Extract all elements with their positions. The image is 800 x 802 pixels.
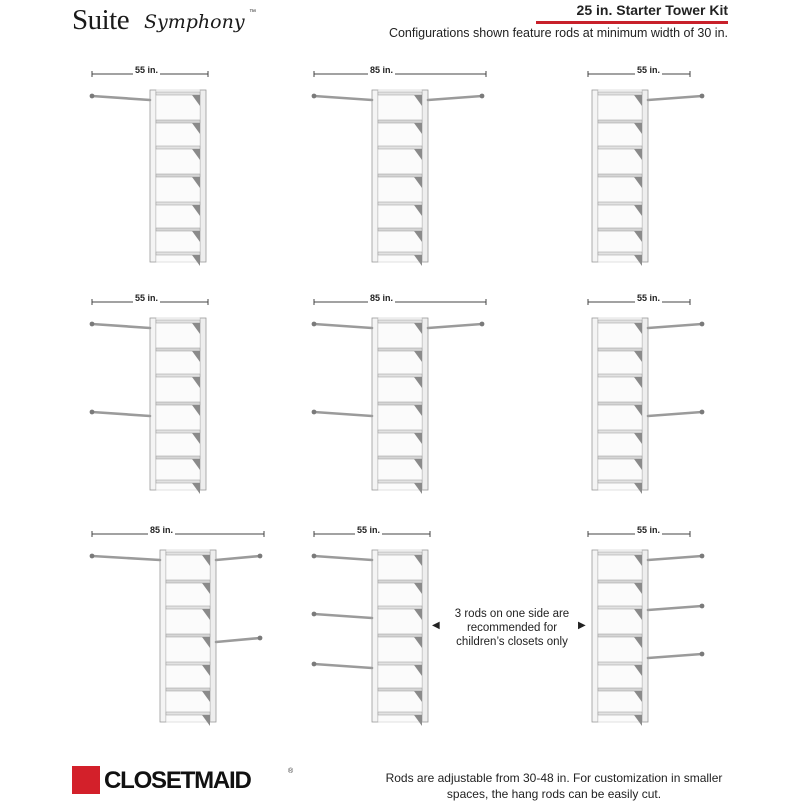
shelf — [598, 688, 642, 691]
shelf — [598, 430, 642, 433]
shelf — [378, 480, 422, 483]
hanging-rod — [648, 654, 702, 658]
tower-diagram — [88, 528, 268, 728]
shelf — [378, 320, 422, 323]
rod-end — [312, 94, 317, 99]
hanging-rod — [92, 412, 150, 416]
shelf — [598, 174, 642, 177]
shelf — [166, 552, 210, 555]
tower-left-panel — [150, 90, 156, 262]
shelf — [378, 228, 422, 231]
rod-end — [700, 604, 705, 609]
width-label: 55 in. — [135, 65, 159, 75]
shelf — [378, 712, 422, 715]
shelf — [598, 228, 642, 231]
shelf — [598, 712, 642, 715]
tower-right-panel — [210, 550, 216, 722]
rod-end — [700, 554, 705, 559]
hanging-rod — [314, 412, 372, 416]
rod-end — [312, 410, 317, 415]
shelf — [156, 430, 200, 433]
shelf — [378, 252, 422, 255]
hanging-rod — [314, 664, 372, 668]
shelf — [598, 552, 642, 555]
tower-left-panel — [150, 318, 156, 490]
tower-left-panel — [592, 318, 598, 490]
shelf — [598, 92, 642, 95]
shelf — [378, 120, 422, 123]
shelf — [598, 456, 642, 459]
shelf — [378, 580, 422, 583]
configuration-2 — [310, 65, 490, 278]
shelf — [598, 402, 642, 405]
shelf — [378, 348, 422, 351]
rod-end — [258, 636, 263, 641]
tower-diagram — [530, 296, 710, 496]
width-label: 55 in. — [357, 525, 381, 535]
logo-square-icon — [72, 766, 100, 794]
tower-right-panel — [422, 550, 428, 722]
rod-end — [480, 94, 485, 99]
width-label: 85 in. — [370, 293, 394, 303]
rod-end — [90, 322, 95, 327]
rod-end — [90, 410, 95, 415]
tower-diagram — [530, 68, 710, 268]
rod-end — [700, 94, 705, 99]
configuration-5 — [310, 293, 490, 506]
shelf — [156, 374, 200, 377]
tower-left-panel — [372, 90, 378, 262]
rod-end — [700, 652, 705, 657]
shelf — [166, 688, 210, 691]
brand-suite-text: Suite — [72, 4, 130, 36]
width-label: 55 in. — [637, 293, 661, 303]
tower-right-panel — [642, 318, 648, 490]
hanging-rod — [216, 556, 260, 560]
shelf — [598, 202, 642, 205]
configuration-3 — [530, 65, 710, 278]
shelf — [156, 456, 200, 459]
shelf — [378, 606, 422, 609]
rod-end — [700, 322, 705, 327]
width-label: 55 in. — [637, 525, 661, 535]
hanging-rod — [648, 556, 702, 560]
shelf — [378, 146, 422, 149]
tower-right-panel — [422, 90, 428, 262]
rod-end — [312, 322, 317, 327]
shelf — [378, 92, 422, 95]
shelf — [598, 146, 642, 149]
rod-end — [258, 554, 263, 559]
children-closet-note: 3 rods on one side are recommended for children’s closets only — [454, 608, 570, 648]
hanging-rod — [92, 556, 160, 560]
shelf — [598, 252, 642, 255]
tower-right-panel — [422, 318, 428, 490]
configuration-1 — [88, 65, 268, 278]
tower-right-panel — [642, 90, 648, 262]
title-underline — [536, 21, 728, 24]
rod-end — [312, 612, 317, 617]
shelf — [378, 456, 422, 459]
shelf — [166, 634, 210, 637]
tower-left-panel — [372, 550, 378, 722]
shelf — [156, 480, 200, 483]
rod-end — [480, 322, 485, 327]
shelf — [156, 402, 200, 405]
shelf — [166, 606, 210, 609]
shelf — [378, 662, 422, 665]
tower-diagram — [88, 68, 268, 268]
shelf — [598, 374, 642, 377]
width-label: 85 in. — [370, 65, 394, 75]
shelf — [156, 174, 200, 177]
hanging-rod — [648, 96, 702, 100]
shelf — [378, 202, 422, 205]
registered-mark: ® — [288, 768, 294, 775]
tower-right-panel — [200, 90, 206, 262]
tower-right-panel — [642, 550, 648, 722]
configuration-7 — [88, 525, 268, 738]
logo-text: CLOSETMAID — [104, 767, 251, 794]
hanging-rod — [428, 96, 482, 100]
shelf — [156, 146, 200, 149]
rod-end — [312, 554, 317, 559]
shelf — [156, 348, 200, 351]
shelf — [156, 120, 200, 123]
hanging-rod — [314, 96, 372, 100]
tower-diagram — [310, 68, 490, 268]
brand-symphony-text: Symphony — [144, 11, 245, 33]
hanging-rod — [216, 638, 260, 642]
hanging-rod — [428, 324, 482, 328]
shelf — [156, 228, 200, 231]
rod-end — [312, 662, 317, 667]
hanging-rod — [314, 324, 372, 328]
hanging-rod — [314, 556, 372, 560]
shelf — [378, 174, 422, 177]
configuration-6 — [530, 293, 710, 506]
shelf — [378, 374, 422, 377]
shelf — [378, 688, 422, 691]
tower-left-panel — [160, 550, 166, 722]
tower-left-panel — [592, 550, 598, 722]
rod-end — [700, 410, 705, 415]
left-arrow-icon: ◀ — [432, 620, 440, 631]
shelf — [156, 92, 200, 95]
shelf — [156, 252, 200, 255]
shelf — [166, 580, 210, 583]
shelf — [156, 202, 200, 205]
tower-left-panel — [592, 90, 598, 262]
shelf — [598, 480, 642, 483]
shelf — [378, 552, 422, 555]
shelf — [598, 580, 642, 583]
width-label: 55 in. — [135, 293, 159, 303]
hanging-rod — [314, 614, 372, 618]
page-title: 25 in. Starter Tower Kit — [576, 2, 728, 18]
shelf — [166, 662, 210, 665]
shelf — [598, 662, 642, 665]
hanging-rod — [648, 324, 702, 328]
footer-note: Rods are adjustable from 30-48 in. For customization in smaller spaces, the hang rods can be easily cut. — [385, 771, 723, 801]
shelf — [598, 320, 642, 323]
tower-diagram — [310, 296, 490, 496]
width-label: 85 in. — [150, 525, 174, 535]
shelf — [598, 634, 642, 637]
shelf — [598, 606, 642, 609]
configuration-4 — [88, 293, 268, 506]
rod-end — [90, 554, 95, 559]
hanging-rod — [648, 412, 702, 416]
tower-diagram — [88, 296, 268, 496]
page-subtitle: Configurations shown feature rods at minimum width of 30 in. — [388, 26, 728, 40]
hanging-rod — [92, 324, 150, 328]
tower-right-panel — [200, 318, 206, 490]
rod-end — [90, 94, 95, 99]
shelf — [378, 634, 422, 637]
trademark-mark: ™ — [249, 9, 256, 16]
shelf — [166, 712, 210, 715]
right-arrow-icon: ▶ — [578, 620, 586, 631]
shelf — [378, 430, 422, 433]
shelf — [598, 348, 642, 351]
shelf — [156, 320, 200, 323]
hanging-rod — [648, 606, 702, 610]
hanging-rod — [92, 96, 150, 100]
width-label: 55 in. — [637, 65, 661, 75]
shelf — [598, 120, 642, 123]
shelf — [378, 402, 422, 405]
tower-left-panel — [372, 318, 378, 490]
